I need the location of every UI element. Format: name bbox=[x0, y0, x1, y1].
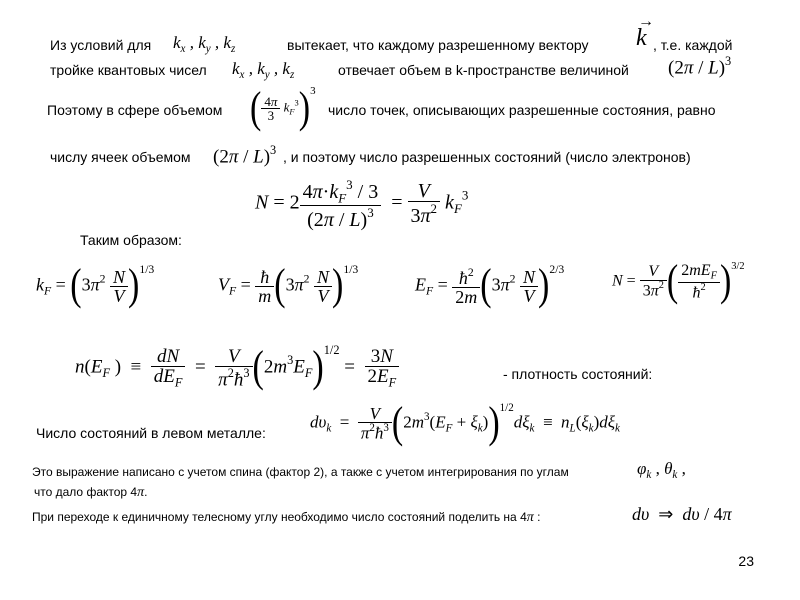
formula-left-metal: $d\upsilon_k$ = $\frac{V}{\pi^2ħ^3}$ $(2m^3(E_F + \xi_k))^{1/2}d\xi_k \equiv n_L(\xi_k)d\xi_k$ bbox=[310, 398, 620, 448]
formula-VF: $V_F$ = $\frac{ħ}{m}$ ($3\pi^2$ $\frac{N}{V}$ )$^{1/3}$ bbox=[218, 261, 359, 310]
formula-kxkykz-2: $k_x$ , $k_y$ , $k_z$ bbox=[232, 59, 295, 81]
text-line1-part1: Из условий для bbox=[50, 37, 152, 53]
text-note-spin: Это выражение написано с учетом спина (фактор 2), а также с учетом интегрирования по углам bbox=[32, 465, 569, 479]
text-line4-part1: числу ячеек объемом bbox=[50, 149, 191, 165]
formula-k-vector: k → bbox=[636, 13, 654, 51]
formula-N-electrons: N = 2 $\frac{4\pi\cdot k_F^3 / 3}{(2\pi / L)^3}$ = $\frac{V}{3\pi^2}$ $k_F^3$ bbox=[255, 177, 469, 231]
text-note-factor: что дало фактор 4π. bbox=[34, 485, 148, 500]
formula-kxkykz-1: $k_x$ , $k_y$ , $k_z$ bbox=[173, 33, 236, 55]
text-line1-part3: , т.е. каждой bbox=[653, 37, 733, 53]
page-number: 23 bbox=[738, 553, 754, 569]
formula-N-EF: N = $\frac{V}{3\pi^2}$ ( $\frac{2mE_F}{ħ^2}$ )$^{3/2}$ bbox=[612, 257, 745, 306]
text-line3-part1: Поэтому в сфере объемом bbox=[47, 102, 223, 118]
formula-pi-2: π bbox=[526, 510, 534, 525]
text-line2-part2: отвечает объем в k-пространстве величиной bbox=[338, 62, 629, 78]
text-line3-part2: число точек, описывающих разрешенные состояния, равно bbox=[328, 102, 716, 118]
formula-angles: $\varphi_k$ , $\theta_k$ , bbox=[637, 459, 686, 481]
formula-kF: $k_F = (3\pi^2$ $\frac{N}{V}$ )$^{1/3}$ bbox=[36, 261, 155, 310]
formula-cell-volume-2: (2π / L)$^3$ bbox=[213, 143, 277, 168]
formula-solid-angle: dυ ⇒ dυ / 4π bbox=[632, 504, 732, 524]
text-left-metal: Число состояний в левом металле: bbox=[36, 425, 266, 441]
text-line4-part2: , и поэтому число разрешенных состояний (число электронов) bbox=[283, 149, 691, 165]
text-density-label: - плотность состояний: bbox=[503, 366, 653, 382]
text-thus: Таким образом: bbox=[80, 232, 182, 248]
formula-sphere-volume: ( $\frac{4\pi}{3}$ $k_F^3)^3$ bbox=[250, 83, 316, 133]
formula-pi-1: π bbox=[137, 485, 145, 500]
formula-EF: $E_F$ = $\frac{ħ^2}{2m}$ ($3\pi^2$ $\frac{N}{V}$ )$^{2/3}$ bbox=[415, 261, 565, 310]
formula-density-of-states: $n(E_F$ ) ≡ $\frac{dN}{dE_F}$ = $\frac{V}{\pi^2ħ^3}$ $(2m^3E_F)^{1/2}$ = $\frac{3N}{2E_F}$ bbox=[75, 344, 399, 389]
text-note-solid-angle bbox=[32, 511, 540, 525]
text-note-solid-angle-label: При переходе к единичному телесному углу необходимо число состояний поделить на 4 bbox=[32, 510, 527, 524]
text-line1-part2: вытекает, что каждому разрешенному вектору bbox=[287, 37, 589, 53]
text-note-solid-angle-end: : bbox=[533, 510, 541, 524]
text-line2-part1: тройке квантовых чисел bbox=[50, 62, 207, 78]
formula-cell-volume-1: (2π / L)$^3$ bbox=[668, 54, 732, 79]
text-note-factor-label: что дало фактор 4 bbox=[34, 485, 138, 499]
